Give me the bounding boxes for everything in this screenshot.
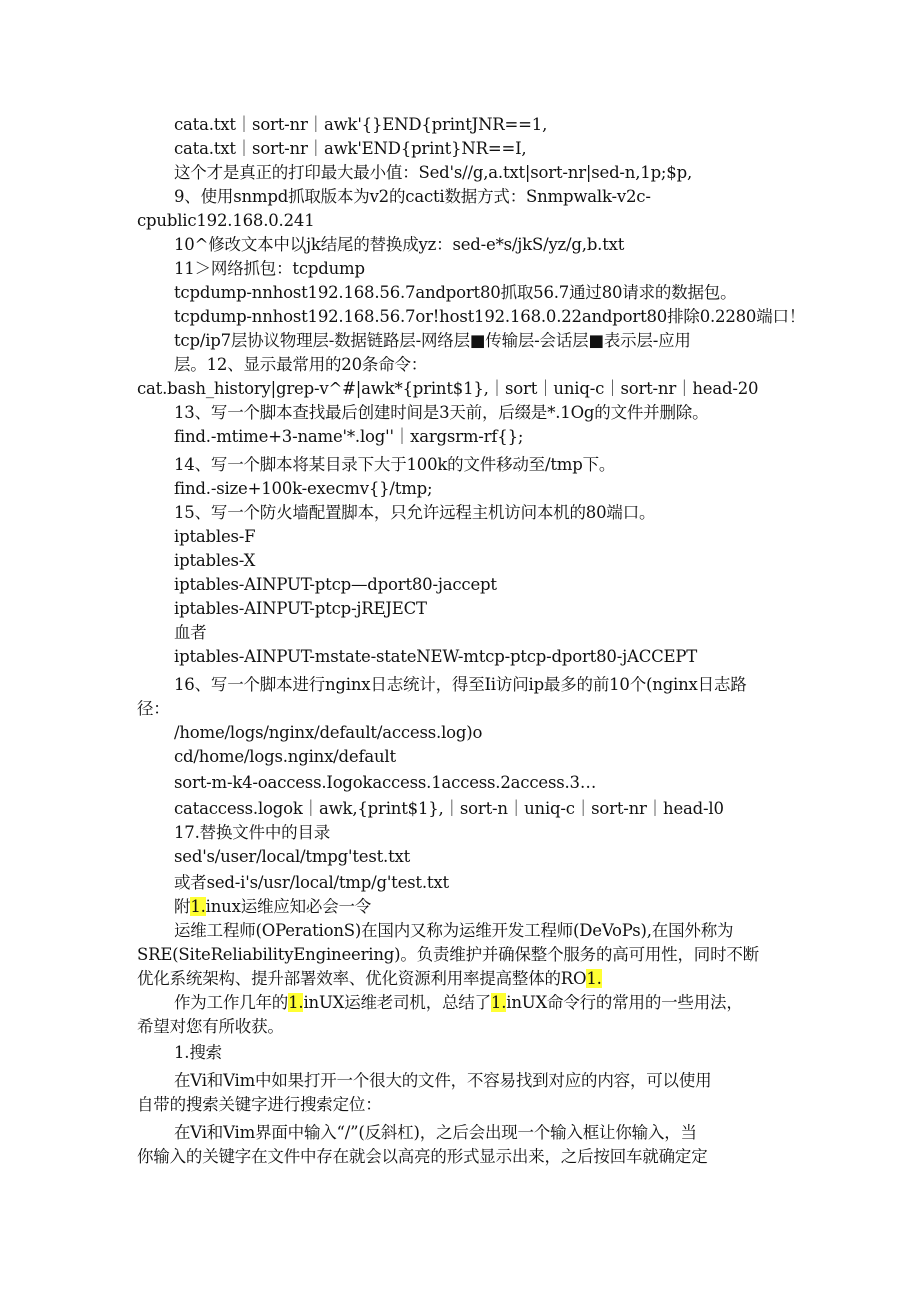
text-run: 优化系统架构、提升部署效率、优化资源利用率提高整体的RO [137,969,587,988]
text-line [174,137,526,161]
text-line [174,525,255,549]
text-run: find.-mtime+3-name'*.log''｜xargsrm-rf{}; [174,427,524,446]
text-run: cata.txt｜sort-nr｜awk'END{print}NR==I, [174,139,527,158]
text-run: 附 [174,897,191,916]
text-line [174,161,692,185]
text-line [174,477,432,501]
text-run: 17.替换文件中的目录 [174,823,331,842]
text-run: 希望对您有所收获。 [137,1017,284,1036]
text-run: tcpdump-nnhost192.168.56.7andport80抓取56.7通过80请求的数据包。 [174,283,737,302]
text-line [174,797,724,821]
text-line [174,233,624,257]
text-run: iptables-AINPUT-ptcp—dport80-jaccept [174,575,497,594]
text-line [137,697,170,721]
text-run: cataccess.logok｜awk,{print$1},｜sort-n｜uniq-c｜sort-nr｜head-l0 [174,799,724,818]
text-line [174,771,596,795]
text-line [174,353,427,377]
text-line [174,453,615,477]
text-line [137,1015,284,1039]
text-run: 血者 [174,623,207,642]
text-line [174,113,547,137]
text-run: iptables-AINPUT-ptcp-jREJECT [174,599,427,618]
text-line [137,967,602,991]
text-line [174,425,523,449]
highlighted-text: 1. [190,897,206,916]
text-run: inux运维应知必会一令 [205,897,372,916]
text-run: 层。12、显示最常用的20条命令： [174,355,428,374]
text-run: cpublic192.168.0.241 [137,211,315,230]
text-line [137,209,315,233]
text-run: 运维工程师(OPerationS)在国内又称为运维开发工程师(DeVoPs),在国外称为 [174,921,734,940]
text-line [174,257,365,281]
text-run: 13、写一个脚本查找最后创建时间是3天前，后缀是*.1Og的文件并删除。 [174,403,709,422]
text-run: cata.txt｜sort-nr｜awk'{}END{printJNR==1, [174,115,548,134]
text-run: 你输入的关键字在文件中存在就会以高亮的形式显示出来，之后按回车就确定定 [137,1147,708,1166]
text-run: 自带的搜索关键字进行搜索定位： [137,1095,382,1114]
text-run: 径： [137,699,170,718]
text-run: 15、写一个防火墙配置脚本，只允许远程主机访问本机的80端口。 [174,503,656,522]
text-run: sed's/user/local/tmpg'test.txt [174,847,411,866]
text-run: sort-m-k4-oaccess.Iogokaccess.1access.2access.3… [174,773,597,792]
text-line [137,1093,382,1117]
text-line [174,597,427,621]
text-run: cat.bash_history|grep-v^#|awk*{print$1},｜sort｜uniq-c｜sort-nr｜head-20 [137,379,759,398]
text-run: 11＞网络抓包：tcpdump [174,259,365,278]
text-line [174,721,482,745]
text-line [174,845,410,869]
highlighted-text: 1. [586,969,602,988]
text-line [174,305,805,329]
text-run: 在Vi和Vim界面中输入“/”(反斜杠)，之后会出现一个输入框让你输入，当 [174,1123,697,1142]
text-run: 10^修改文本中以jk结尾的替换成yz：sed-e*s/jkS/yz/g,b.txt [174,235,625,254]
text-run: /home/logs/nginx/default/access.log)o [174,723,483,742]
text-line [174,501,655,525]
text-line [174,821,330,845]
text-run: cd/home/logs.nginx/default [174,747,396,766]
text-run: iptables-F [174,527,256,546]
text-run: 9、使用snmpd抓取版本为v2的cacti数据方式：Snmpwalk-v2c- [174,187,651,206]
text-line [174,673,747,697]
text-line [174,1069,711,1093]
text-run: 14、写一个脚本将某目录下大于100k的文件移动至/tmp下。 [174,455,616,474]
text-run: 16、写一个脚本进行nginx日志统计，得至Ii访问ip最多的前10个(nginx日志路 [174,675,747,694]
text-run: inUX命令行的常用的一些用法， [506,993,743,1012]
text-line [174,1121,697,1145]
text-run: find.-size+100k-execmv{}/tmp; [174,479,433,498]
text-run: 这个才是真正的打印最大最小值：Sed's//g,a.txt|sort-nr|sed-n,1p;$p, [174,163,693,182]
text-line [174,401,708,425]
text-line [174,745,396,769]
text-line [137,943,759,967]
text-line [174,573,497,597]
text-line [174,329,691,353]
text-line [174,645,697,669]
text-run: 1.搜索 [174,1043,222,1062]
text-line [174,1041,222,1065]
text-line [174,621,207,645]
text-run: tcp/ip7层协议物理层-数据链路层-网络层■传输层-会话层■表示层-应用 [174,331,691,350]
text-line [174,871,449,895]
text-line [174,895,371,919]
text-run: iptables-X [174,551,256,570]
text-line [137,1145,708,1169]
text-run: iptables-AINPUT-mstate-stateNEW-mtcp-ptcp-dport80-jACCEPT [174,647,698,666]
text-run: 作为工作几年的 [174,993,289,1012]
text-line [174,281,736,305]
text-run: 在Vi和Vim中如果打开一个很大的文件，不容易找到对应的内容，可以使用 [174,1071,712,1090]
text-line [174,549,255,573]
text-run: 或者sed-i's/usr/local/tmp/g'test.txt [174,873,449,892]
text-run: inUX运维老司机，总结了 [303,993,491,1012]
text-line [137,377,758,401]
text-run: SRE(SiteReliabilityEngineering)。负责维护并确保整个服务的高可用性，同时不断 [137,945,759,964]
highlighted-text: 1. [288,993,304,1012]
text-run: tcpdump-nnhost192.168.56.7or!host192.168.0.22andport80排除0.2280端口！ [174,307,806,326]
text-line [174,185,651,209]
text-line [174,991,743,1015]
highlighted-text: 1. [490,993,507,1012]
text-line [174,919,733,943]
